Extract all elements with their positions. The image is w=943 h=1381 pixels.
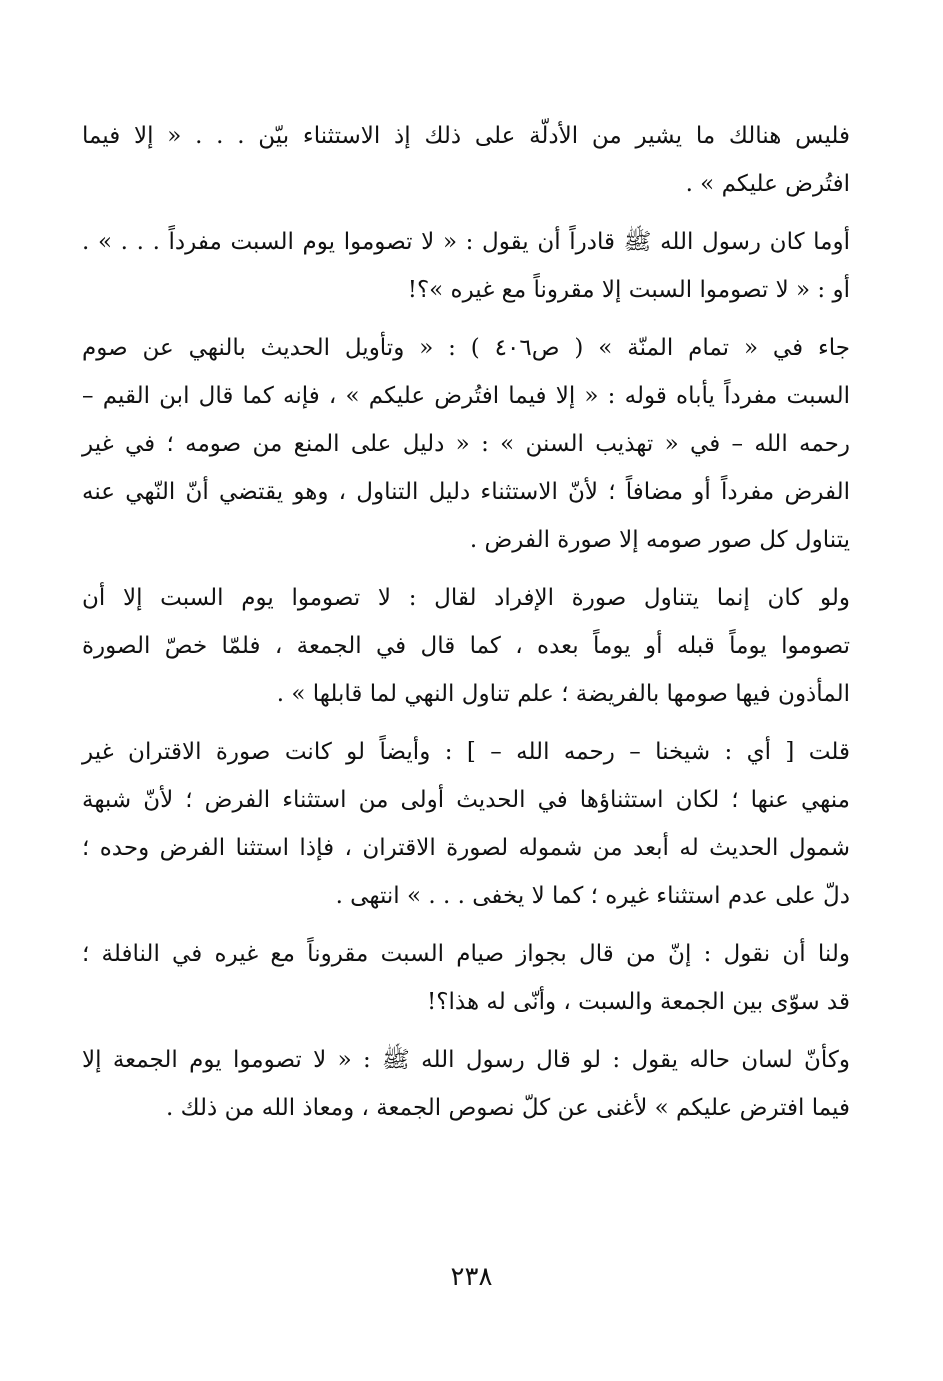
text-line: جاء في « تمام المنّة » ( ص٤٠٦ ) : « وتأويل الحديث بالنهي عن صوم [82, 335, 850, 361]
page-number: ٢٣٨ [450, 1262, 493, 1292]
text-line: أو : « لا تصوموا السبت إلا مقروناً مع غيره »؟! [407, 277, 850, 303]
text-line: دلّ على عدم استثناء غيره ؛ كما لا يخفى . . . » انتهى . [335, 883, 850, 909]
text-line: رحمه الله – في « تهذيب السنن » : « دليل على المنع من صومه ؛ في غير [82, 431, 850, 457]
text-line: وكأنّ لسان حاله يقول : لو قال رسول الله ﷺ : « لا تصوموا يوم الجمعة إلا [82, 1047, 850, 1073]
paragraph-5 [82, 728, 850, 920]
text-line: افتُرض عليكم » . [685, 171, 850, 197]
page-body [82, 112, 850, 1142]
text-line: يتناول كل صور صومه إلا صورة الفرض . [469, 527, 850, 553]
text-line: فليس هنالك ما يشير من الأدلّة على ذلك إذ الاستثناء بيّن . . . « إلا فيما [82, 123, 850, 149]
text-line: ولنا أن نقول : إنّ من قال بجواز صيام السبت مقروناً مع غيره في النافلة ؛ [82, 941, 850, 967]
text-line: الفرض مفرداً أو مضافاً ؛ لأنّ الاستثناء دليل التناول ، وهو يقتضي أنّ النّهي عنه [82, 479, 850, 505]
text-line: قد سوّى بين الجمعة والسبت ، وأنّى له هذا؟! [427, 989, 850, 1015]
paragraph-7 [82, 1036, 850, 1132]
text-line: السبت مفرداً يأباه قوله : « إلا فيما افتُرض عليكم » ، فإنه كما قال ابن القيم – [82, 383, 850, 409]
text-line: منهي عنها ؛ لكان استثناؤها في الحديث أولى من استثناء الفرض ؛ لأنّ شبهة [82, 787, 850, 813]
paragraph-1 [82, 112, 850, 208]
paragraph-2 [82, 218, 850, 314]
paragraph-6 [82, 930, 850, 1026]
text-line: ولو كان إنما يتناول صورة الإفراد لقال : لا تصوموا يوم السبت إلا أن [82, 585, 850, 611]
paragraph-3 [82, 324, 850, 564]
text-line: أوما كان رسول الله ﷺ قادراً أن يقول : « لا تصوموا يوم السبت مفرداً . . . » . [82, 229, 850, 255]
text-line: المأذون فيها صومها بالفريضة ؛ علم تناول النهي لما قابلها » . [276, 681, 850, 707]
text-line: قلت [ أي : شيخنا – رحمه الله – ] : وأيضاً لو كانت صورة الاقتران غير [82, 739, 850, 765]
text-line: تصوموا يوماً قبله أو يوماً بعده ، كما قال في الجمعة ، فلمّا خصّ الصورة [82, 633, 850, 659]
paragraph-4 [82, 574, 850, 718]
text-line: شمول الحديث له أبعد من شموله لصورة الاقتران ، فإذا استثنا الفرض وحده ؛ [82, 835, 850, 861]
text-line: فيما افترض عليكم » لأغنى عن كلّ نصوص الجمعة ، ومعاذ الله من ذلك . [166, 1095, 850, 1121]
